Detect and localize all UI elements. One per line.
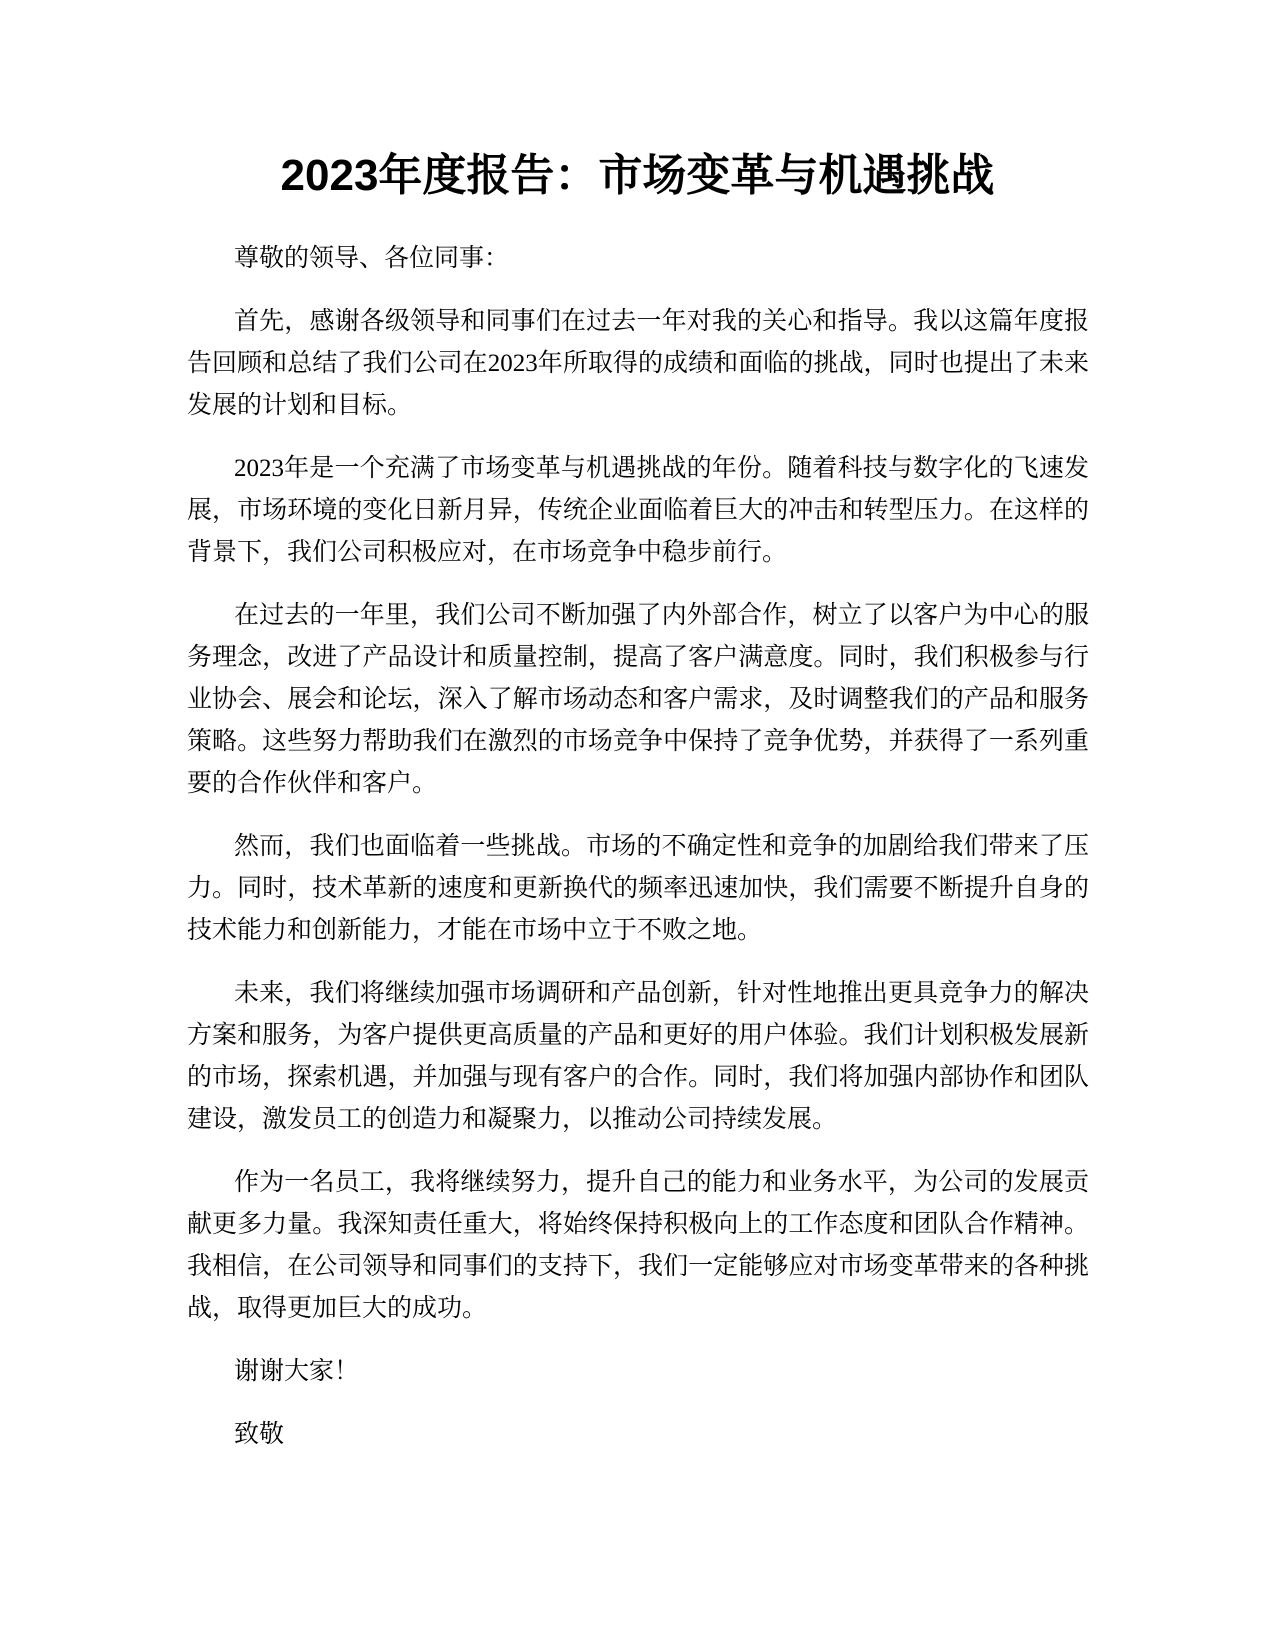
body-paragraph: 首先，感谢各级领导和同事们在过去一年对我的关心和指导。我以这篇年度报告回顾和总结了我们公司在2023年所取得的成绩和面临的挑战，同时也提出了未来发展的计划和目标。 xyxy=(187,308,1089,419)
thanks-paragraph: 谢谢大家！ xyxy=(234,1358,360,1385)
document-title: 2023年度报告：市场变革与机遇挑战 xyxy=(280,151,995,200)
body-paragraph: 作为一名员工，我将继续努力，提升自己的能力和业务水平，为公司的发展贡献更多力量。我深知责任重大，将始终保持积极向上的工作态度和团队合作精神。我相信，在公司领导和同事们的支持下，我们一定能够应对市场变革带来的各种挑战，取得更加巨大的成功。 xyxy=(187,1169,1089,1322)
closing-paragraph: 致敬 xyxy=(234,1421,285,1448)
document-body xyxy=(187,238,1089,1477)
body-paragraph: 在过去的一年里，我们公司不断加强了内外部合作，树立了以客户为中心的服务理念，改进了产品设计和质量控制，提高了客户满意度。同时，我们积极参与行业协会、展会和论坛，深入了解市场动态和客户需求，及时调整我们的产品和服务策略。这些努力帮助我们在激烈的市场竞争中保持了竞争优势，并获得了一系列重要的合作伙伴和客户。 xyxy=(187,602,1089,797)
body-paragraph: 未来，我们将继续加强市场调研和产品创新，针对性地推出更具竞争力的解决方案和服务，为客户提供更高质量的产品和更好的用户体验。我们计划积极发展新的市场，探索机遇，并加强与现有客户的合作。同时，我们将加强内部协作和团队建设，激发员工的创造力和凝聚力，以推动公司持续发展。 xyxy=(187,980,1089,1133)
salutation-paragraph: 尊敬的领导、各位同事： xyxy=(234,245,510,272)
body-paragraph: 2023年是一个充满了市场变革与机遇挑战的年份。随着科技与数字化的飞速发展，市场环境的变化日新月异，传统企业面临着巨大的冲击和转型压力。在这样的背景下，我们公司积极应对，在市场竞争中稳步前行。 xyxy=(187,455,1089,566)
body-paragraph: 然而，我们也面临着一些挑战。市场的不确定性和竞争的加剧给我们带来了压力。同时，技术革新的速度和更新换代的频率迅速加快，我们需要不断提升自身的技术能力和创新能力，才能在市场中立于不败之地。 xyxy=(187,833,1089,944)
